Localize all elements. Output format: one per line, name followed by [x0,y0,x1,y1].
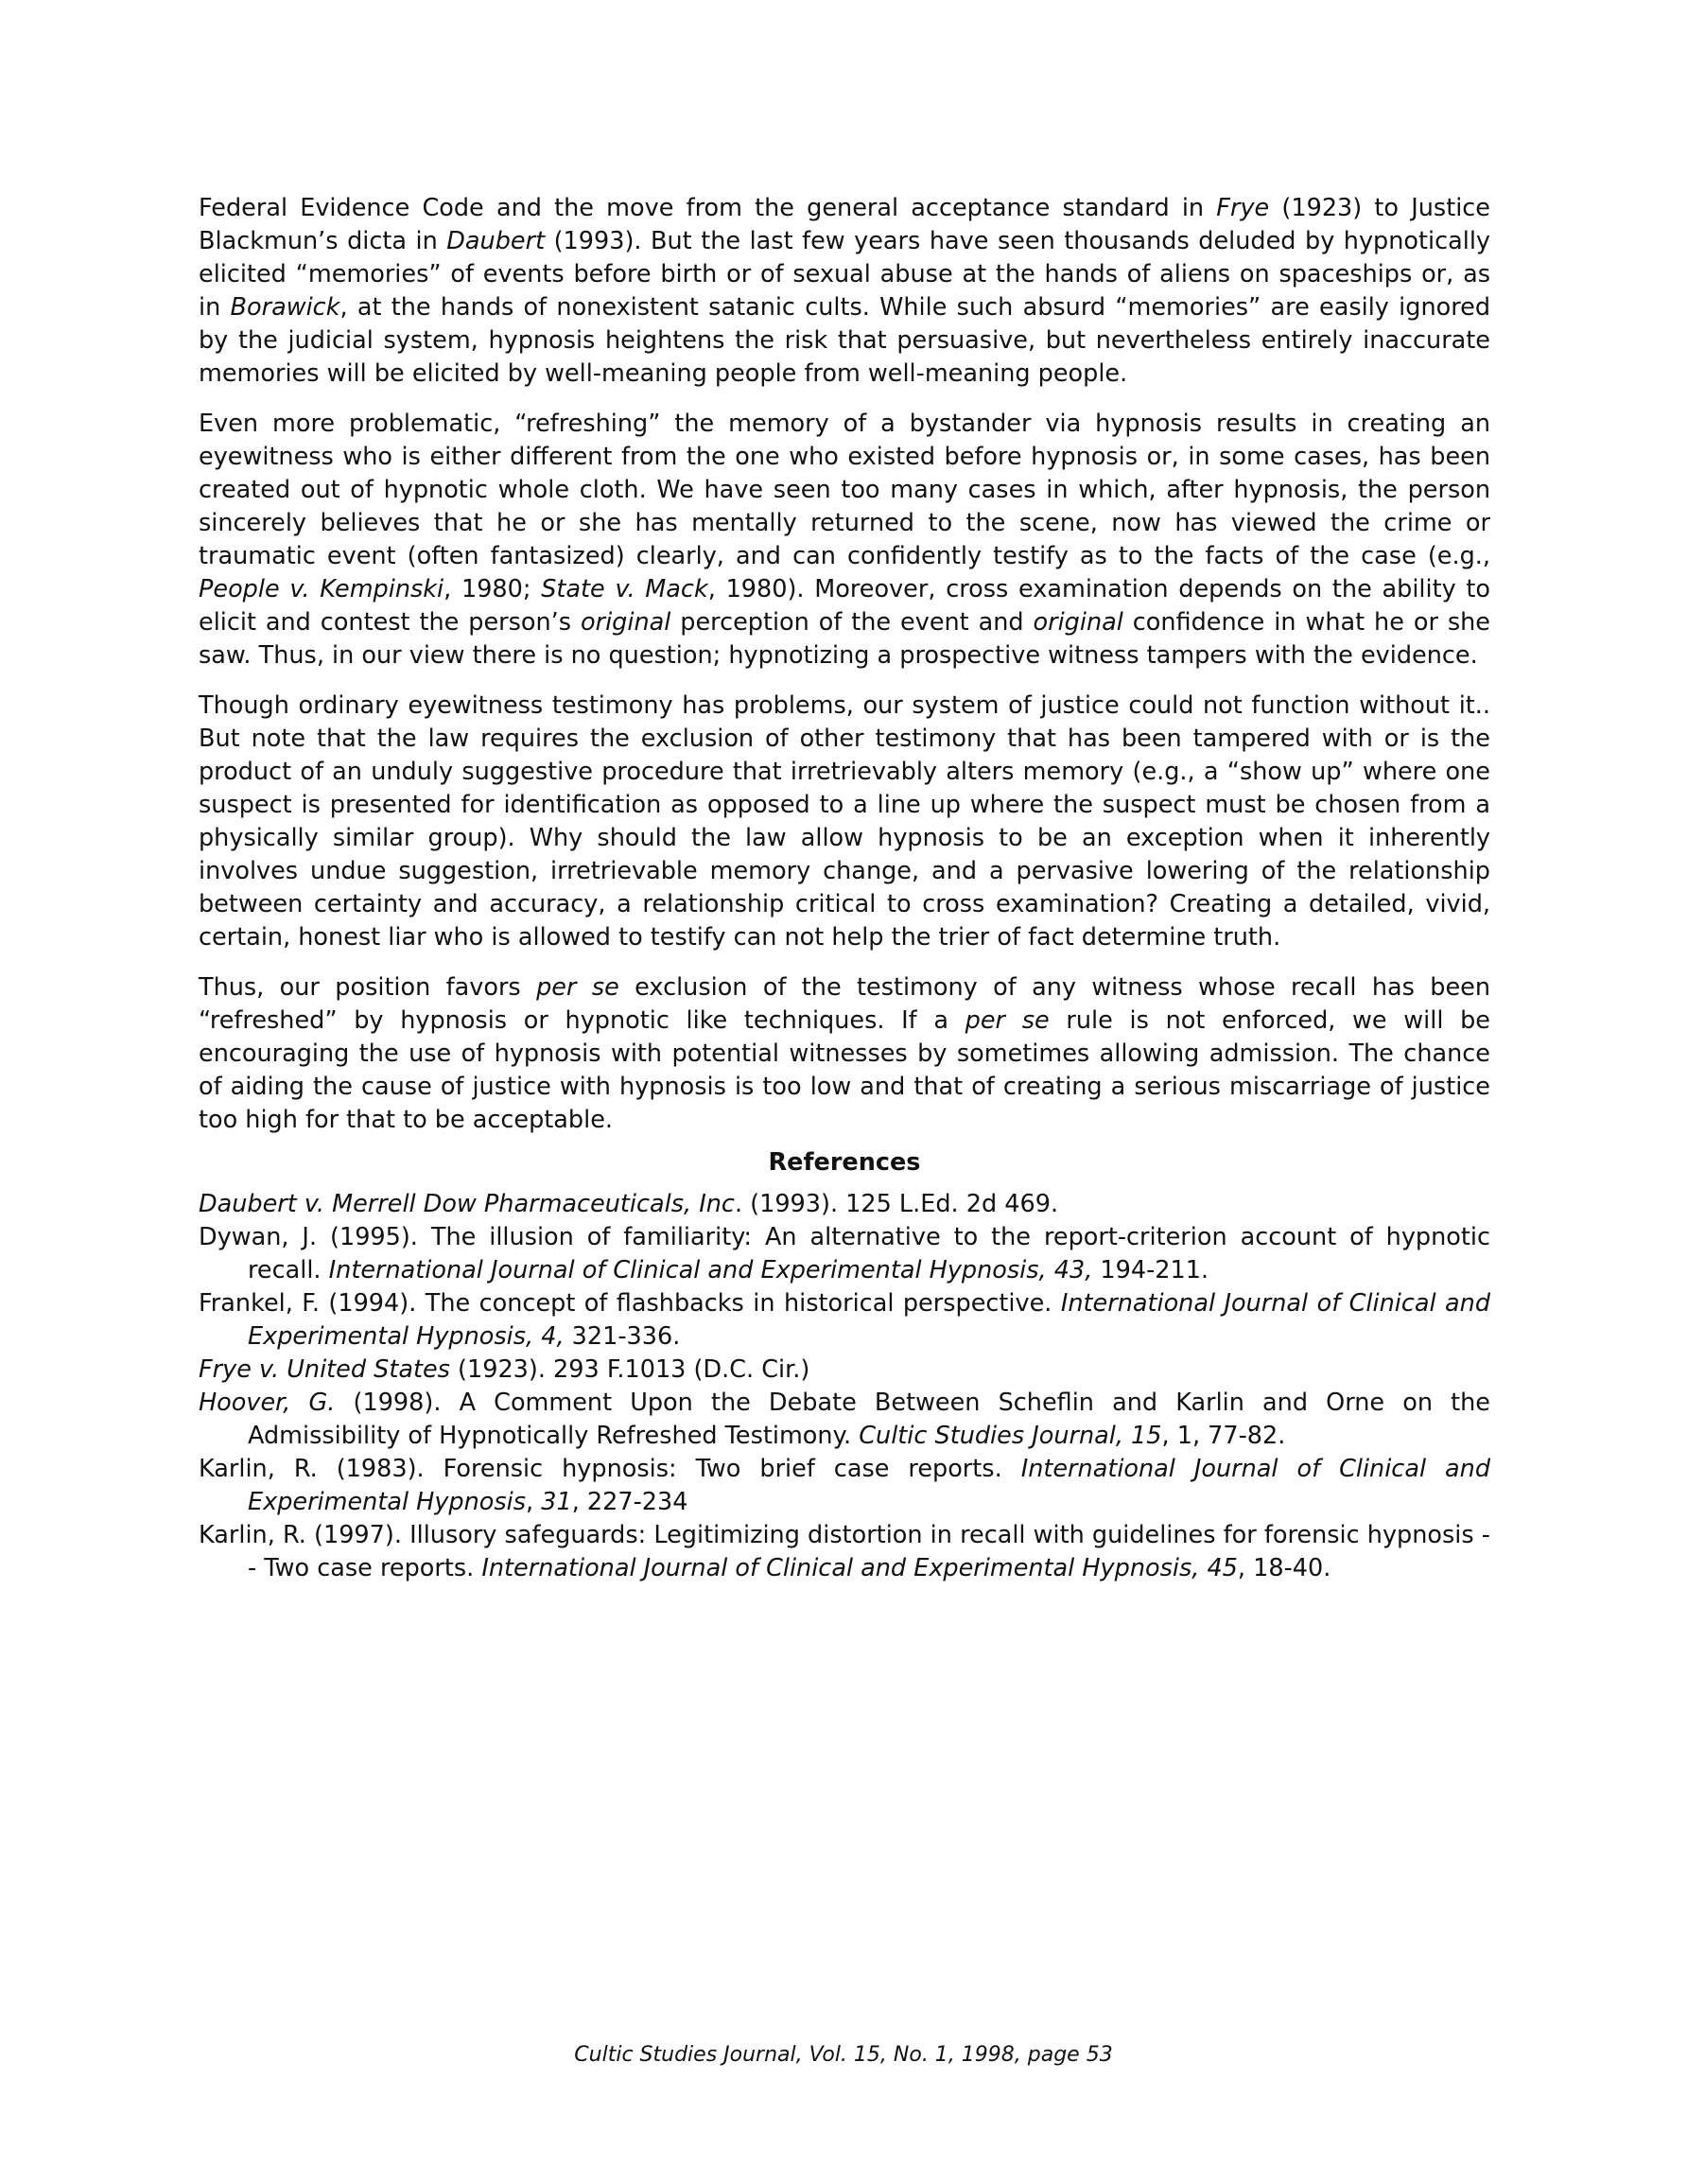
paragraph [199,690,1490,954]
text-run: (1923) to Justice Blackmun’s dicta in [199,194,1490,255]
text-run: , 18-40. [1237,1554,1331,1582]
text-run: , 1, 77-82. [1161,1422,1286,1450]
italic-text: 31 [541,1488,572,1516]
italic-text: Borawick [230,293,340,322]
italic-text: International Journal of Clinical and Experimental Hypnosis, 4, [248,1289,1491,1351]
text-run: , 227-234 [571,1488,688,1516]
references-heading: References [768,1148,921,1177]
text-run: Dywan, J. (1995). The illusion of familiarity: An alternative to the report-criterion account of hypnotic recall. [199,1223,1490,1284]
text-run: (1998). A Comment Upon the Debate Between Scheflin and Karlin and Orne on the Admissibility of Hypnotically Refreshed Testimony. [248,1389,1490,1450]
text-run: Karlin, R. (1983). Forensic hypnosis: Two brief case reports. [199,1455,1021,1483]
text-run: , [526,1488,542,1516]
reference-entry [199,1453,1490,1519]
paragraph [199,408,1490,673]
italic-text: International Journal of Clinical and Experimental Hypnosis, 43, [328,1256,1093,1284]
text-run: Though ordinary eyewitness testimony has problems, our system of justice could not function without it.. But note that the law requires the exclusion of other testimony that has been tampered with or is the product of an unduly suggestive procedure that irretrievably alters memory (e.g., a “show up” where one suspect is presented for identification as opposed to a line up where the suspect must be chosen from a physically similar group). Why should the law allow hypnosis to be an exception when it inherently involves undue suggestion, irretrievable memory change, and a pervasive lowering of the relationship between certainty and accuracy, a relationship critical to cross examination? Creating a detailed, vivid, certain, honest liar who is allowed to testify can not help the trier of fact determine truth. [199,691,1490,952]
text-run: Karlin, R. (1997). Illusory safeguards: Legitimizing distortion in recall with guidelines for forensic hypnosis -- Two case reports. [199,1521,1490,1582]
reference-entry [199,1519,1490,1585]
italic-text: International Journal of Clinical and Experimental Hypnosis [248,1455,1491,1516]
italic-text: original [581,608,671,637]
page-footer: Cultic Studies Journal, Vol. 15, No. 1, 1998, page 53 [574,2043,1113,2067]
italic-text: Daubert [446,227,546,255]
italic-text: original [1033,608,1123,637]
text-run: rule is not enforced, we will be encouraging the use of hypnosis with potential witnesses by sometimes allowing admission. The chance of aiding the cause of justice with hypnosis is too low and that of creating a serious miscarriage of justice too high for that to be acceptable. [199,1006,1490,1134]
reference-entry [199,1188,1490,1221]
italic-text: Cultic Studies Journal, 15 [859,1422,1162,1450]
text-run: , 1980; [443,575,542,603]
text-run: 321-336. [564,1322,681,1351]
text-run: confidence in what he or she saw. Thus, in our view there is no question; hypnotizing a prospective witness tampers with the evidence. [199,608,1490,670]
text-run: , 1980). Moreover, cross examination depends on the ability to elicit and contest the person’s [199,575,1490,637]
text-run: Federal Evidence Code and the move from the general acceptance standard in [199,194,1217,222]
paragraph [199,971,1490,1137]
text-run: (1923). 293 F.1013 (D.C. Cir.) [449,1355,810,1384]
reference-entry [199,1221,1490,1287]
text-run: Frankel, F. (1994). The concept of flashbacks in historical perspective. [199,1289,1061,1318]
italic-text: per se [536,973,619,1002]
reference-entry [199,1287,1490,1354]
italic-text: International Journal of Clinical and Experimental Hypnosis, 45 [481,1554,1238,1582]
text-run: 194-211. [1092,1256,1209,1284]
italic-text: per se [965,1006,1050,1035]
text-run: Even more problematic, “refreshing” the memory of a bystander via hypnosis results in creating an eyewitness who is either different from the one who existed before hypnosis or, in some cases, has been created out of hypnotic whole cloth. We have seen too many cases in which, after hypnosis, the person sincerely believes that he or she has mentally returned to the scene, now has viewed the crime or traumatic event (often fantasized) clearly, and can confidently testify as to the facts of the case (e.g., [199,410,1490,570]
document-page [199,192,1490,1585]
reference-entry [199,1354,1490,1387]
italic-text: State v. Mack [541,575,708,603]
text-run: Thus, our position favors [199,973,537,1002]
italic-text: Frye [1216,194,1270,222]
italic-text: Daubert v. Merrell Dow Pharmaceuticals, Inc [199,1190,735,1218]
body-text [199,192,1490,1137]
paragraph [199,192,1490,391]
italic-text: Frye v. United States [199,1355,450,1384]
text-run: (1993). But the last few years have seen thousands deluded by hypnotically elicited “memories” of events before birth or of sexual abuse at the hands of aliens on spaceships or, as in [199,227,1490,322]
italic-text: People v. Kempinski [199,575,444,603]
text-run: . (1993). 125 L.Ed. 2d 469. [734,1190,1059,1218]
italic-text: Hoover, G. [199,1389,336,1417]
reference-entry [199,1387,1490,1453]
references-section [199,1146,1490,1585]
text-run: exclusion of the testimony of any witness whose recall has been “refreshed” by hypnosis or hypnotic like techniques. If a [199,973,1490,1035]
text-run: , at the hands of nonexistent satanic cults. While such absurd “memories” are easily ignored by the judicial system, hypnosis heightens the risk that persuasive, but nevertheless entirely inaccurate memories will be elicited by well-meaning people from well-meaning people. [199,293,1491,388]
text-run: perception of the event and [670,608,1034,637]
